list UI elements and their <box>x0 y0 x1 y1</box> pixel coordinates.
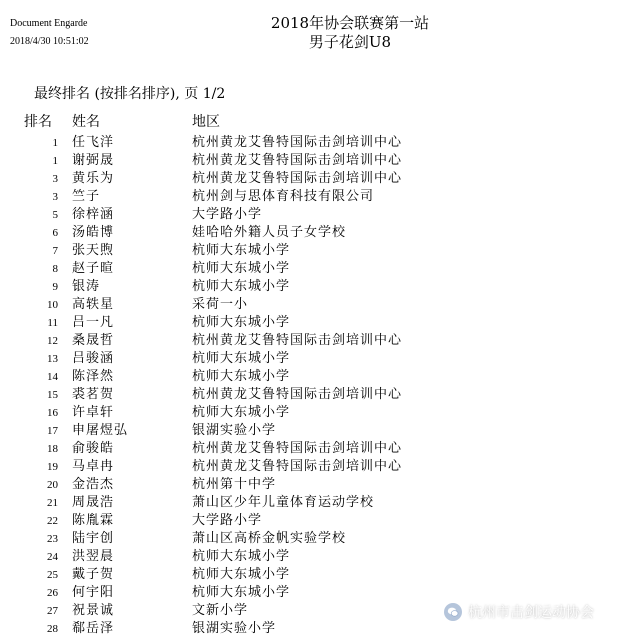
table-row <box>0 314 618 332</box>
name-cell: 戴子贺 <box>72 567 115 582</box>
name-cell: 汤皓博 <box>72 225 115 240</box>
rank-cell: 3 <box>52 173 58 185</box>
rank-cell: 5 <box>52 209 58 221</box>
name-cell: 张天煦 <box>72 243 115 258</box>
region-cell: 杭师大东城小学 <box>192 351 291 366</box>
watermark-text: 杭州市击剑运动协会 <box>468 605 594 621</box>
region-cell: 杭师大东城小学 <box>192 261 291 276</box>
rank-cell: 22 <box>47 515 58 527</box>
rank-cell: 15 <box>47 389 58 401</box>
rank-cell: 14 <box>47 371 58 383</box>
name-cell: 祝景诚 <box>72 603 115 618</box>
region-cell: 杭州黄龙艾鲁特国际击剑培训中心 <box>192 153 403 168</box>
name-cell: 赵子暄 <box>72 261 115 276</box>
name-cell: 银涛 <box>72 279 101 294</box>
rank-cell: 6 <box>52 227 58 239</box>
table-row <box>0 584 618 602</box>
rank-cell: 11 <box>47 317 58 329</box>
region-cell: 杭师大东城小学 <box>192 585 291 600</box>
region-cell: 杭师大东城小学 <box>192 279 291 294</box>
column-header-rank: 排名 <box>24 114 52 130</box>
table-row <box>0 512 618 530</box>
name-cell: 周晟浩 <box>72 495 115 510</box>
region-cell: 杭州黄龙艾鲁特国际击剑培训中心 <box>192 387 403 402</box>
rank-cell: 12 <box>47 335 58 347</box>
name-cell: 陈胤霖 <box>72 513 115 528</box>
name-cell: 裘茗贺 <box>72 387 115 402</box>
rank-cell: 28 <box>47 623 58 635</box>
ranking-table <box>0 134 618 638</box>
ranking-subheading: 最终排名 (按排名排序), 页 1/2 <box>34 86 226 102</box>
table-row <box>0 170 618 188</box>
region-cell: 杭州黄龙艾鲁特国际击剑培训中心 <box>192 459 403 474</box>
region-cell: 杭州第十中学 <box>192 477 277 492</box>
region-cell: 杭师大东城小学 <box>192 549 291 564</box>
page-title: 2018年协会联赛第一站 <box>270 14 430 32</box>
column-header-name: 姓名 <box>72 114 100 130</box>
table-row <box>0 332 618 350</box>
name-cell: 郗岳泽 <box>72 621 115 636</box>
region-cell: 杭州黄龙艾鲁特国际击剑培训中心 <box>192 441 403 456</box>
rank-cell: 9 <box>52 281 58 293</box>
rank-cell: 17 <box>47 425 58 437</box>
name-cell: 洪翌晨 <box>72 549 115 564</box>
region-cell: 杭师大东城小学 <box>192 567 291 582</box>
table-row <box>0 134 618 152</box>
region-cell: 采荷一小 <box>192 297 249 312</box>
wechat-icon <box>444 603 462 621</box>
name-cell: 桑晟哲 <box>72 333 115 348</box>
region-cell: 杭师大东城小学 <box>192 405 291 420</box>
name-cell: 陈泽然 <box>72 369 115 384</box>
region-cell: 银湖实验小学 <box>192 423 277 438</box>
name-cell: 吕一凡 <box>72 315 115 330</box>
name-cell: 俞骏皓 <box>72 441 115 456</box>
table-row <box>0 548 618 566</box>
region-cell: 杭州黄龙艾鲁特国际击剑培训中心 <box>192 135 403 150</box>
table-row <box>0 224 618 242</box>
rank-cell: 18 <box>47 443 58 455</box>
rank-cell: 3 <box>52 191 58 203</box>
rank-cell: 1 <box>52 137 58 149</box>
name-cell: 高轶星 <box>72 297 115 312</box>
region-cell: 杭师大东城小学 <box>192 315 291 330</box>
region-cell: 杭州黄龙艾鲁特国际击剑培训中心 <box>192 333 403 348</box>
table-row <box>0 350 618 368</box>
region-cell: 文新小学 <box>192 603 249 618</box>
table-row <box>0 260 618 278</box>
table-row <box>0 278 618 296</box>
table-row <box>0 188 618 206</box>
region-cell: 杭州黄龙艾鲁特国际击剑培训中心 <box>192 171 403 186</box>
table-row <box>0 404 618 422</box>
column-header-region: 地区 <box>192 114 220 130</box>
name-cell: 竺子 <box>72 189 101 204</box>
rank-cell: 27 <box>47 605 58 617</box>
table-row <box>0 296 618 314</box>
name-cell: 何宇阳 <box>72 585 115 600</box>
name-cell: 任飞洋 <box>72 135 115 150</box>
table-row <box>0 242 618 260</box>
region-cell: 大学路小学 <box>192 513 263 528</box>
table-row <box>0 458 618 476</box>
name-cell: 陆宇创 <box>72 531 115 546</box>
rank-cell: 21 <box>47 497 58 509</box>
rank-cell: 1 <box>52 155 58 167</box>
rank-cell: 16 <box>47 407 58 419</box>
rank-cell: 25 <box>47 569 58 581</box>
watermark <box>444 602 594 622</box>
app-name: Document Engarde <box>10 18 88 29</box>
region-cell: 娃哈哈外籍人员子女学校 <box>192 225 347 240</box>
table-row <box>0 440 618 458</box>
name-cell: 吕骏涵 <box>72 351 115 366</box>
timestamp: 2018/4/30 10:51:02 <box>10 36 89 47</box>
page-subtitle: 男子花剑U8 <box>308 33 392 51</box>
rank-cell: 26 <box>47 587 58 599</box>
rank-cell: 13 <box>47 353 58 365</box>
table-row <box>0 152 618 170</box>
rank-cell: 10 <box>47 299 58 311</box>
region-cell: 杭州剑与思体育科技有限公司 <box>192 189 375 204</box>
region-cell: 大学路小学 <box>192 207 263 222</box>
region-cell: 萧山区高桥金帆实验学校 <box>192 531 347 546</box>
name-cell: 金浩杰 <box>72 477 115 492</box>
table-row <box>0 476 618 494</box>
rank-cell: 19 <box>47 461 58 473</box>
region-cell: 萧山区少年儿童体育运动学校 <box>192 495 375 510</box>
rank-cell: 8 <box>52 263 58 275</box>
name-cell: 许卓轩 <box>72 405 115 420</box>
table-row <box>0 206 618 224</box>
rank-cell: 24 <box>47 551 58 563</box>
region-cell: 杭师大东城小学 <box>192 369 291 384</box>
table-row <box>0 530 618 548</box>
table-row <box>0 620 618 638</box>
name-cell: 黄乐为 <box>72 171 115 186</box>
table-row <box>0 422 618 440</box>
table-row <box>0 494 618 512</box>
name-cell: 马卓冉 <box>72 459 115 474</box>
table-row <box>0 386 618 404</box>
table-row <box>0 566 618 584</box>
rank-cell: 23 <box>47 533 58 545</box>
name-cell: 申屠煜弘 <box>72 423 129 438</box>
rank-cell: 20 <box>47 479 58 491</box>
rank-cell: 7 <box>52 245 58 257</box>
table-row <box>0 368 618 386</box>
region-cell: 杭师大东城小学 <box>192 243 291 258</box>
name-cell: 谢弼晟 <box>72 153 115 168</box>
name-cell: 徐梓涵 <box>72 207 115 222</box>
region-cell: 银湖实验小学 <box>192 621 277 636</box>
